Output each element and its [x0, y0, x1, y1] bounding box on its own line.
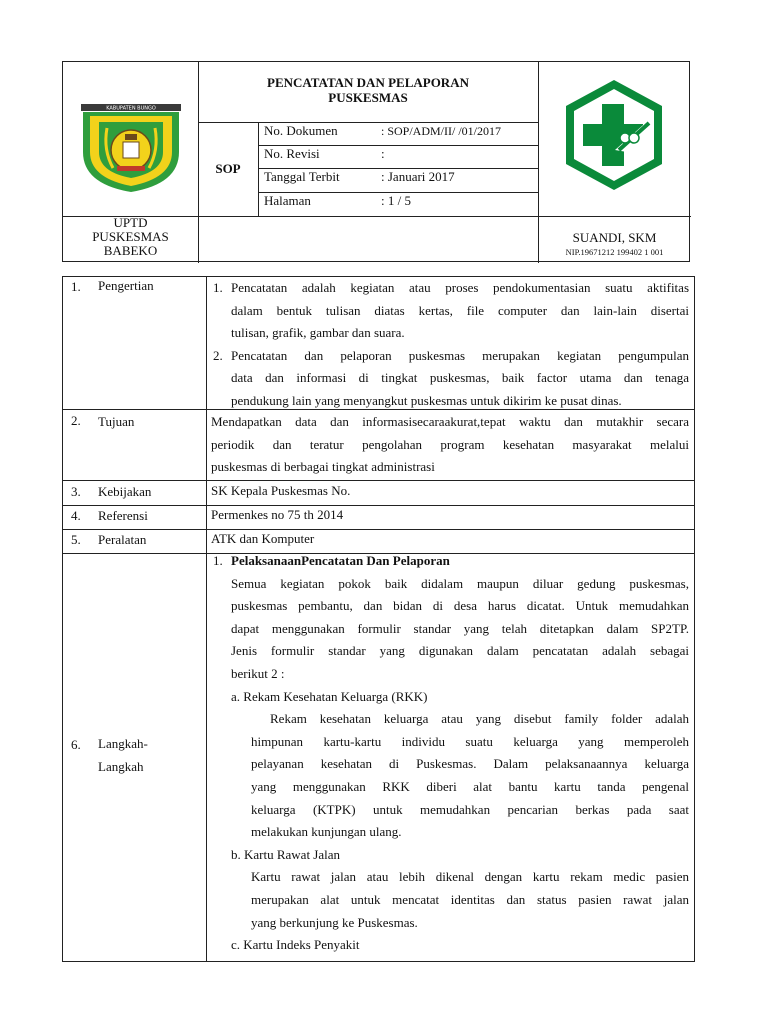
field-value-halaman: : 1 / 5 — [381, 193, 411, 208]
row-label-kebijakan: Kebijakan — [98, 484, 152, 499]
sub-heading-rawat-jalan: b. Kartu Rawat Jalan — [231, 846, 341, 862]
section-heading: 1. PelaksanaanPencatatan Dan Pelaporan — [213, 553, 450, 568]
field-value-tanggal-terbit: : Januari 2017 — [381, 169, 455, 184]
row-content-pengertian — [213, 277, 689, 413]
row-content-peralatan: ATK dan Komputer — [211, 531, 315, 546]
field-label-tanggal-terbit: Tanggal Terbit — [264, 169, 340, 184]
field-value-no-dokumen: : SOP/ADM/II/ /01/2017 — [381, 124, 502, 138]
row-content-referensi: Permenkes no 75 th 2014 — [211, 507, 344, 522]
document-title: PENCATATAN DAN PELAPORAN PUSKESMAS — [267, 75, 469, 105]
row-label-referensi: Referensi — [98, 508, 148, 523]
row-number: 2. — [71, 413, 81, 428]
organization-name: UPTD PUSKESMAS BABEKO — [92, 215, 169, 258]
row-number: 6. — [71, 737, 81, 752]
sop-label: SOP — [215, 161, 241, 176]
row-content-kebijakan: SK Kepala Puskesmas No. — [211, 483, 351, 498]
row-content-tujuan: Mendapatkan data dan informasisecaraakurat,tepat waktu dan mutakhir secara periodik dan teratur pengolahan program kesehatan masyarakat melalui puskesmas di berbagai tingkat administrasi — [211, 414, 689, 475]
row-content-langkah: 1. PelaksanaanPencatatan Dan Pelaporan Semua kegiatan pokok baik didalam maupun diluar gedung puskesmas, puskesmas pembantu, dan bidan di desa harus dicatat. Untuk memudahkan dapat menggunakan formulir standar yang telah ditetapkan dalam SP2TP. Jenis formulir standar yang digunakan dalam pencatatan adalah sebagai berikut 2 : a. Rekam Kesehatan Keluarga (RKK) Rekam kesehatan keluarga atau yang disebut family folder adalah himpunan kartu-kartu individu suatu keluarga yang memperoleh pelayanan kesehatan di Puskesmas. Dalam pelaksanaannya keluarga yang menggunakan RKK diberi alat bantu kartu tanda pengenal keluarga (KTPK) untuk memudahkan pencarian berkas pada saat melakukan kunjungan ulang. b. Kartu Rawat Jalan Kartu rawat jalan atau lebih dikenal dengan kartu rekam medic pasien merupakan alat untuk mencatat identitas dan status pasien rawat jalan yang berkunjung ke Puskesmas. c. Kartu Indeks Penyakit — [213, 550, 689, 957]
sub-heading-rkk: a. Rekam Kesehatan Keluarga (RKK) — [231, 688, 428, 704]
list-item: 2. Pencatatan dan pelaporan puskesmas merupakan kegiatan pengumpulan data dan informasi di tingkat puskesmas, baik factor utama dan tenaga pendukung lain yang menyangkut puskesmas untuk dikirim ke pusat dinas. — [213, 347, 689, 408]
row-number: 3. — [71, 484, 81, 499]
kabupaten-bungo-logo — [77, 98, 185, 194]
field-value-no-revisi: : — [381, 146, 385, 161]
sub-heading-indeks-penyakit: c. Kartu Indeks Penyakit — [231, 937, 360, 953]
field-label-halaman: Halaman — [264, 193, 311, 208]
row-number: 1. — [71, 279, 81, 294]
row-number: 5. — [71, 532, 81, 547]
row-label-langkah: Langkah- Langkah — [98, 736, 148, 774]
row-label-peralatan: Peralatan — [98, 532, 147, 547]
field-label-no-revisi: No. Revisi — [264, 146, 320, 161]
sop-header — [62, 61, 690, 262]
row-number: 4. — [71, 508, 81, 523]
list-item: 1. Pencatatan adalah kegiatan atau proses pendokumentasian suatu aktifitas dalam bentuk tulisan diatas kertas, file computer dan lain-lain disertai tulisan, grafik, gambar dan suara. — [213, 280, 689, 341]
row-label-tujuan: Tujuan — [98, 414, 135, 429]
puskesmas-logo — [557, 78, 671, 192]
field-label-no-dokumen: No. Dokumen — [264, 123, 338, 138]
sop-content-table — [62, 276, 695, 962]
logo-caption: KABUPATEN BUNGO — [106, 105, 156, 112]
row-label-pengertian: Pengertian — [98, 278, 154, 293]
signer-nip: NIP.19671212 199402 1 001 — [565, 247, 664, 257]
signer-name: SUANDI, SKM — [572, 230, 657, 245]
